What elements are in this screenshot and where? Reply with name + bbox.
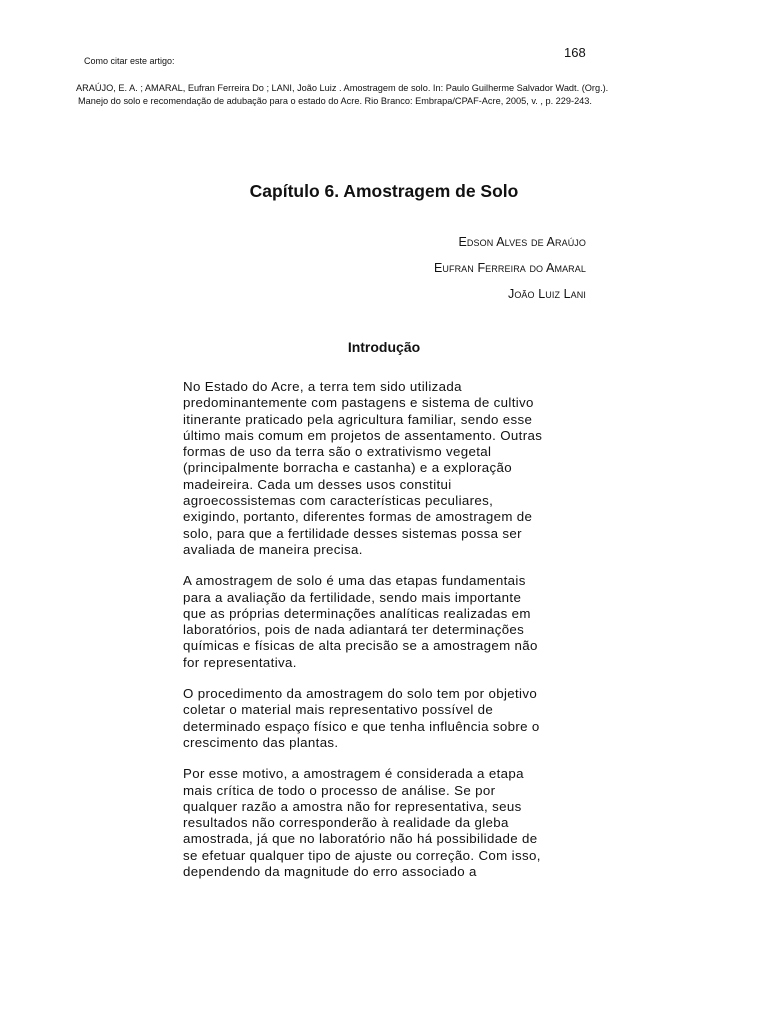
text-line: último mais comum em projetos de assentamento. Outras xyxy=(183,427,543,443)
text-line: (principalmente borracha e castanha) e a exploração xyxy=(183,460,513,476)
paragraph xyxy=(183,379,583,558)
text-line: que as próprias determinações analíticas realizadas em xyxy=(183,605,531,621)
text-line: Por esse motivo, a amostragem é considerada a etapa xyxy=(183,766,524,782)
text-line: avaliada de maneira precisa. xyxy=(183,541,363,557)
paragraph xyxy=(183,686,583,751)
text-line: dependendo da magnitude do erro associado a xyxy=(183,864,477,880)
text-line: solo, para que a fertilidade desses sistemas possa ser xyxy=(183,525,522,541)
text-line: agroecossistemas com características peculiares, xyxy=(183,493,494,509)
text-line: A amostragem de solo é uma das etapas fundamentais xyxy=(183,573,526,589)
text-line: resultados não corresponderão à realidade da gleba xyxy=(183,815,509,831)
author-name: João Luiz Lani xyxy=(507,287,586,301)
text-line: amostrada, já que no laboratório não há possibilidade de xyxy=(183,831,538,847)
text-line: para a avaliação da fertilidade, sendo mais importante xyxy=(183,589,522,605)
text-line: crescimento das plantas. xyxy=(183,734,339,750)
author-list xyxy=(434,235,586,313)
text-line: exigindo, portanto, diferentes formas de amostragem de xyxy=(183,509,533,525)
citation xyxy=(76,82,696,108)
text-line: No Estado do Acre, a terra tem sido utilizada xyxy=(183,379,462,394)
paragraph xyxy=(183,573,583,671)
author-name: Edson Alves de Araújo xyxy=(458,235,586,249)
text-line: laboratórios, pois de nada adiantará ter determinações xyxy=(183,622,525,638)
text-line: itinerante praticado pela agricultura familiar, sendo esse xyxy=(183,411,533,427)
text-line: formas de uso da terra são o extrativismo vegetal xyxy=(183,444,492,460)
text-line: O procedimento da amostragem do solo tem por objetivo xyxy=(183,686,538,702)
text-line: for representativa. xyxy=(183,654,297,670)
text-line: químicas e físicas de alta precisão se a amostragem não xyxy=(183,638,538,654)
body-text xyxy=(183,379,583,895)
paragraph xyxy=(183,766,583,880)
text-line: coletar o material mais representativo possível de xyxy=(183,702,494,718)
section-heading: Introdução xyxy=(347,339,421,355)
author-name: Eufran Ferreira do Amaral xyxy=(433,261,586,275)
text-line: qualquer razão a amostra não for representativa, seus xyxy=(183,798,522,814)
text-line: mais crítica de todo o processo de análise. Se por xyxy=(183,782,496,798)
text-line: se efetuar qualquer tipo de ajuste ou correção. Com isso, xyxy=(183,847,541,863)
citation-line: ARAÚJO, E. A. ; AMARAL, Eufran Ferreira Do ; LANI, João Luiz . Amostragem de solo. In: Paulo Guilherme Salvador Wadt. (Org.). xyxy=(76,83,609,93)
page-number: 168 xyxy=(564,45,586,60)
text-line: madeireira. Cada um desses usos constitui xyxy=(183,476,452,492)
chapter-title: Capítulo 6. Amostragem de Solo xyxy=(249,181,519,201)
text-line: determinado espaço físico e que tenha influência sobre o xyxy=(183,718,540,734)
text-line: predominantemente com pastagens e sistema de cultivo xyxy=(183,395,534,411)
citation-line: Manejo do solo e recomendação de adubação para o estado do Acre. Rio Branco: Embrapa/CPAF-Acre, 2005, v. , p. 229-243. xyxy=(78,96,592,106)
cite-label: Como citar este artigo: xyxy=(84,56,175,66)
